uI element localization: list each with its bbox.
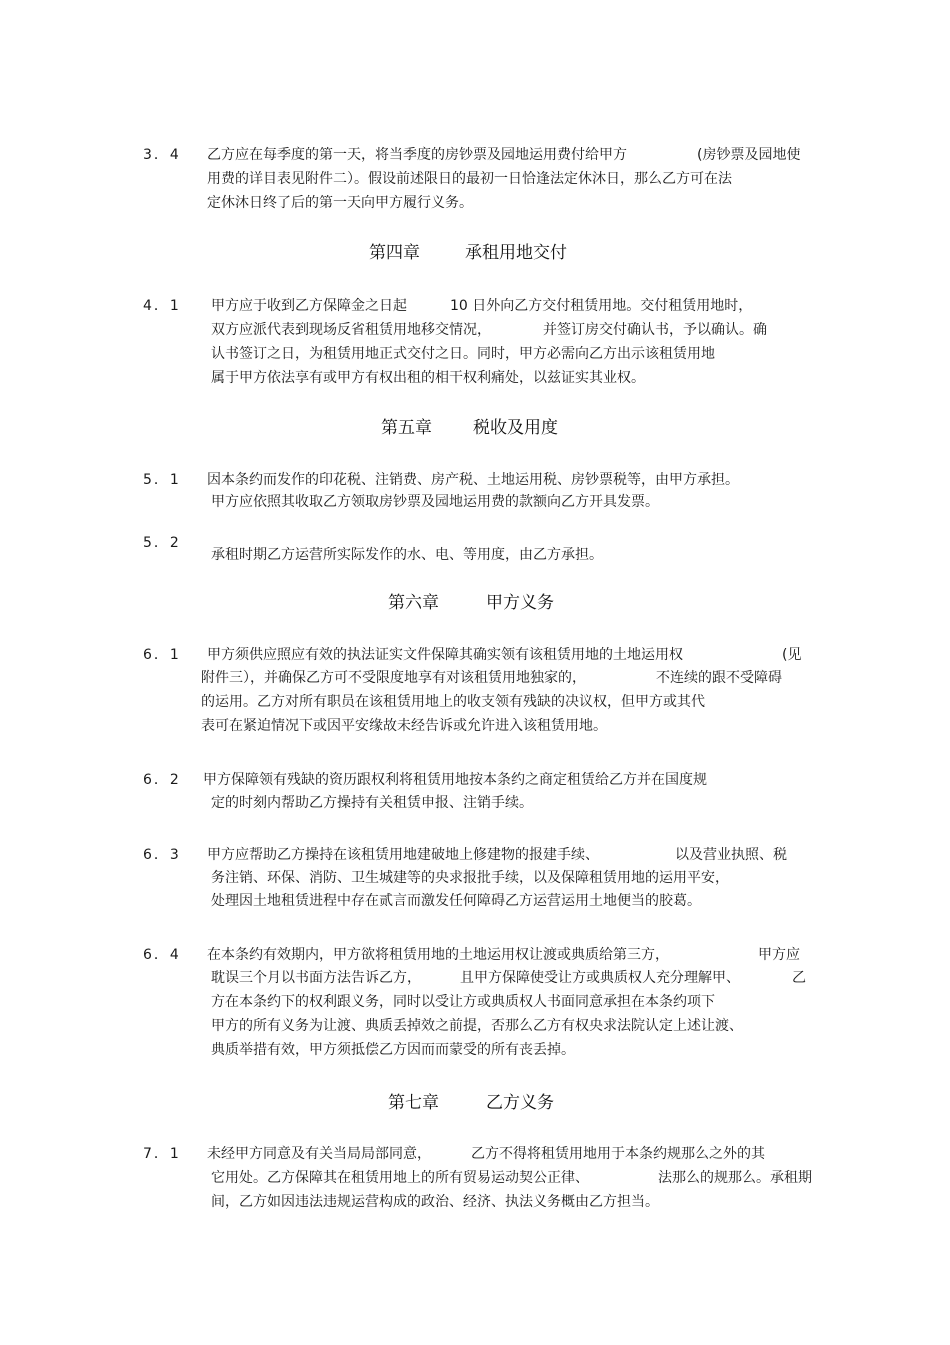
clause-number: 6．2 xyxy=(143,772,181,788)
clause-text-line: 未经甲方同意及有关当局局部同意， xyxy=(207,1146,431,1162)
clause-text-line: 属于甲方依法享有或甲方有权出租的相干权利痛处，以兹证实其业权。 xyxy=(211,370,645,386)
clause-text-line: 不连续的跟不受障碍 xyxy=(656,670,782,686)
clause-number: 6．1 xyxy=(143,647,181,663)
clause-text-line: 间，乙方如因违法违规运营构成的政治、经济、执法义务概由乙方担当。 xyxy=(211,1194,659,1210)
clause-text-line: 因本条约而发作的印花税、注销费、房产税、土地运用税、房钞票税等，由甲方承担。 xyxy=(207,472,739,488)
clause-text-line: 且甲方保障使受让方或典质权人充分理解甲、 xyxy=(460,970,740,986)
clause-text-line: 甲方应于收到乙方保障金之日起 xyxy=(211,298,407,314)
clause-text-line: 处理因土地租赁进程中存在贰言而激发任何障碍乙方运营运用土地便当的胶葛。 xyxy=(211,893,701,909)
chapter-title: 税收及用度 xyxy=(473,418,558,438)
clause-text-line: 乙 xyxy=(792,970,806,986)
clause-text-line: 附件三），并确保乙方可不受限度地享有对该租赁用地独家的， xyxy=(201,670,586,686)
clause-text-line: 它用处。乙方保障其在租赁用地上的所有贸易运动契公正律、 xyxy=(211,1170,589,1186)
clause-text-line: 甲方应帮助乙方操持在该租赁用地建破地上修建物的报建手续、 xyxy=(207,847,599,863)
chapter-label: 第六章 xyxy=(388,593,439,613)
clause-number: 4．1 xyxy=(143,298,181,314)
clause-text-line: 的运用。乙方对所有职员在该租赁用地上的收支领有残缺的决议权，但甲方或其代 xyxy=(201,694,705,710)
chapter-title: 乙方义务 xyxy=(486,1093,554,1113)
clause-text-line: 甲方保障领有残缺的资历跟权利将租赁用地按本条约之商定租赁给乙方并在国度规 xyxy=(203,772,707,788)
chapter-label: 第五章 xyxy=(381,418,432,438)
clause-text-line: 10 日外向乙方交付租赁用地。交付租赁用地时， xyxy=(450,298,753,314)
clause-text-line: 用费的详目表见附件二）。假设前述限日的最初一日恰逢法定休沐日，那么乙方可在法 xyxy=(207,171,732,187)
clause-text-line: 耽误三个月以书面方法告诉乙方， xyxy=(211,970,421,986)
chapter-label: 第四章 xyxy=(369,243,420,263)
clause-text-line: 法那么的规那么。承租期 xyxy=(658,1170,812,1186)
clause-text-line: 承租时期乙方运营所实际发作的水、电、等用度，由乙方承担。 xyxy=(211,547,603,563)
chapter-title: 承租用地交付 xyxy=(465,243,567,263)
clause-text-line: (房钞票及园地使 xyxy=(697,147,801,163)
clause-text-line: 典质举措有效，甲方须抵偿乙方因而而蒙受的所有丧丢掉。 xyxy=(211,1042,575,1058)
clause-text-line: (见 xyxy=(782,647,802,663)
clause-text-line: 甲方的所有义务为让渡、典质丢掉效之前提，否那么乙方有权央求法院认定上述让渡、 xyxy=(211,1018,743,1034)
clause-text-line: 认书签订之日，为租赁用地正式交付之日。同时，甲方必需向乙方出示该租赁用地 xyxy=(211,346,715,362)
clause-text-line: 甲方须供应照应有效的执法证实文件保障其确实领有该租赁用地的土地运用权 xyxy=(207,647,683,663)
clause-number: 7．1 xyxy=(143,1146,181,1162)
clause-text-line: 乙方不得将租赁用地用于本条约规那么之外的其 xyxy=(471,1146,765,1162)
clause-number: 5．2 xyxy=(143,535,181,551)
clause-text-line: 甲方应依照其收取乙方领取房钞票及园地运用费的款额向乙方开具发票。 xyxy=(211,494,659,510)
clause-number: 6．3 xyxy=(143,847,181,863)
clause-text-line: 定的时刻内帮助乙方操持有关租赁申报、注销手续。 xyxy=(211,795,533,811)
chapter-title: 甲方义务 xyxy=(486,593,554,613)
clause-text-line: 务注销、环保、消防、卫生城建等的央求报批手续，以及保障租赁用地的运用平安， xyxy=(211,870,729,886)
clause-text-line: 乙方应在每季度的第一天，将当季度的房钞票及园地运用费付给甲方 xyxy=(207,147,627,163)
clause-text-line: 并签订房交付确认书，予以确认。确 xyxy=(543,322,767,338)
clause-text-line: 方在本条约下的权利跟义务，同时以受让方或典质权人书面同意承担在本条约项下 xyxy=(211,994,715,1010)
clause-number: 6．4 xyxy=(143,947,181,963)
chapter-label: 第七章 xyxy=(388,1093,439,1113)
clause-text-line: 甲方应 xyxy=(758,947,800,963)
clause-text-line: 以及营业执照、税 xyxy=(675,847,787,863)
clause-text-line: 在本条约有效期内，甲方欲将租赁用地的土地运用权让渡或典质给第三方， xyxy=(207,947,669,963)
clause-number: 5．1 xyxy=(143,472,181,488)
clause-text-line: 双方应派代表到现场反省租赁用地移交情况， xyxy=(211,322,491,338)
clause-number: 3．4 xyxy=(143,147,181,163)
clause-text-line: 表可在紧迫情况下或因平安缘故未经告诉或允许进入该租赁用地。 xyxy=(201,718,607,734)
clause-text-line: 定休沐日终了后的第一天向甲方履行义务。 xyxy=(207,195,473,211)
